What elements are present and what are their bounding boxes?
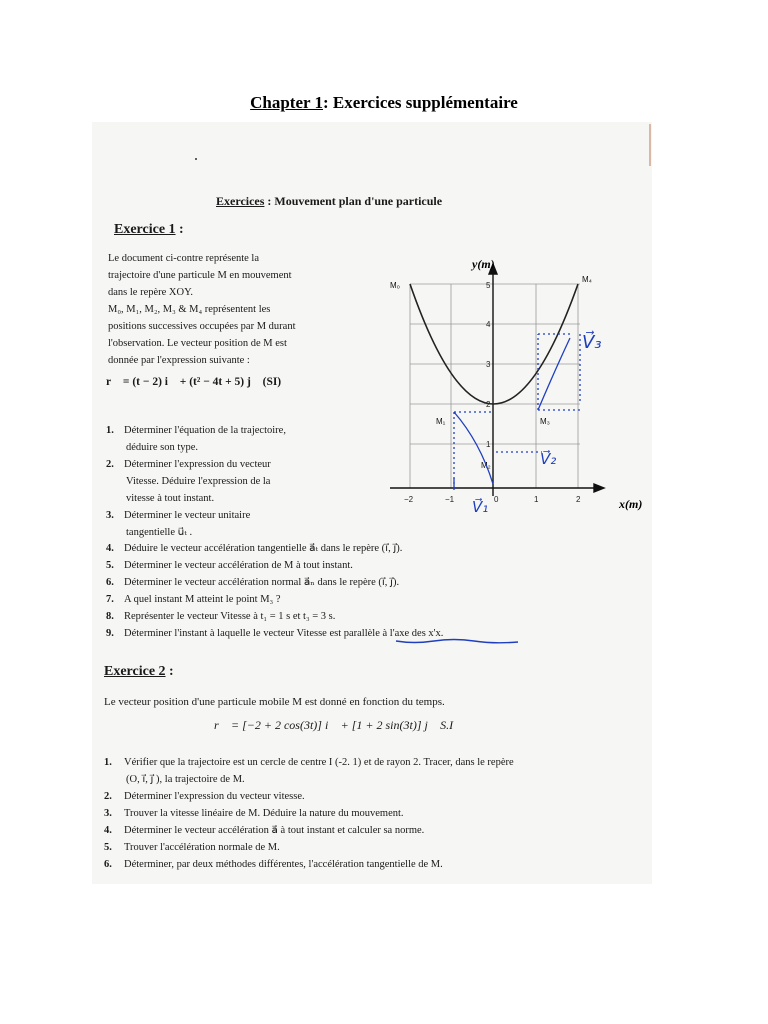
exercise-2-questions bbox=[104, 754, 514, 873]
sheet-title bbox=[216, 194, 442, 209]
sheet-title-rest: : Mouvement plan d'une particule bbox=[264, 194, 443, 208]
question-text: Déterminer le vecteur accélération normal a⃗ₙ dans le repère (i⃗, j⃗). bbox=[124, 577, 400, 588]
question-item bbox=[104, 754, 514, 771]
y-tick: 5 bbox=[486, 281, 491, 290]
position-vector-formula: r⃗ = (t − 2) i⃗ + (t² − 4t + 5) j⃗ (SI) bbox=[106, 376, 282, 388]
question-text: A quel instant M atteint le point M₃ ? bbox=[124, 594, 281, 605]
trajectory-graph bbox=[380, 250, 660, 530]
question-item bbox=[104, 805, 514, 822]
handwritten-underline bbox=[394, 636, 522, 646]
question-text: Trouver l'accélération normale de M. bbox=[124, 842, 280, 853]
exercise-1-colon: : bbox=[175, 222, 184, 237]
point-m3-label: M₃ bbox=[540, 417, 550, 426]
question-text: Déterminer l'expression du vecteur vitesse. bbox=[124, 791, 305, 802]
exercise-1-intro bbox=[108, 250, 348, 369]
question-number: 8. bbox=[106, 611, 114, 622]
exercise-2-heading bbox=[104, 664, 174, 680]
question-continuation: (O, i⃗, j⃗ ), la trajectoire de M. bbox=[126, 774, 245, 785]
question-text: Déterminer l'expression du vecteur bbox=[124, 459, 271, 470]
question-item bbox=[106, 557, 443, 574]
x-tick: −2 bbox=[404, 495, 414, 504]
question-number: 6. bbox=[104, 859, 112, 870]
question-number: 5. bbox=[106, 560, 114, 571]
y-tick: 3 bbox=[486, 360, 491, 369]
question-text: Déterminer le vecteur accélération de M à tout instant. bbox=[124, 560, 353, 571]
question-number: 5. bbox=[104, 842, 112, 853]
chapter-title: : Exercices supplémentaire bbox=[323, 93, 518, 112]
y-tick: 4 bbox=[486, 320, 491, 329]
exercise-2-colon: : bbox=[165, 664, 174, 679]
question-text: Déterminer le vecteur accélération a⃗ à tout instant et calculer sa norme. bbox=[124, 825, 425, 836]
intro-line: positions successives occupées par M durant bbox=[108, 321, 296, 332]
question-continuation: Vitesse. Déduire l'expression de la bbox=[126, 476, 271, 487]
question-text: Trouver la vitesse linéaire de M. Déduire la nature du mouvement. bbox=[124, 808, 404, 819]
intro-line: M₀, M₁, M₂, M₃ & M₄ représentent les bbox=[108, 304, 271, 315]
exercise-1-heading bbox=[114, 222, 184, 238]
x-tick: −1 bbox=[445, 495, 455, 504]
y-axis-label: y(m) bbox=[472, 257, 495, 271]
question-number: 3. bbox=[106, 510, 114, 521]
question-item bbox=[106, 608, 443, 625]
y-tick-labels bbox=[486, 281, 491, 449]
question-number: 4. bbox=[104, 825, 112, 836]
question-number: 9. bbox=[106, 628, 114, 639]
question-item bbox=[104, 788, 514, 805]
question-continuation: tangentielle u⃗ₜ . bbox=[126, 527, 193, 538]
y-tick: 1 bbox=[486, 440, 491, 449]
question-number: 3. bbox=[104, 808, 112, 819]
exercise-2-intro: Le vecteur position d'une particule mobile M est donné en fonction du temps. bbox=[104, 696, 445, 708]
question-text: Déterminer l'instant à laquelle le vecteur Vitesse est parallèle à l'axe des x'x. bbox=[124, 628, 444, 639]
question-text: Représenter le vecteur Vitesse à t₁ = 1 s et t₃ = 3 s. bbox=[124, 611, 336, 622]
x-tick: 0 bbox=[494, 495, 499, 504]
question-text: Déterminer, par deux méthodes différentes, l'accélération tangentielle de M. bbox=[124, 859, 443, 870]
question-item bbox=[106, 591, 443, 608]
point-m2-label: M₂ bbox=[481, 461, 491, 470]
question-item bbox=[106, 625, 443, 642]
question-continuation: déduire son type. bbox=[126, 442, 199, 453]
point-m4-label: M₄ bbox=[582, 275, 592, 284]
intro-line: trajectoire d'une particule M en mouvement bbox=[108, 270, 292, 281]
question-text: Déterminer le vecteur unitaire bbox=[124, 510, 251, 521]
question-text: Déduire le vecteur accélération tangentielle a⃗ₜ dans le repère (i⃗, j⃗). bbox=[124, 543, 403, 554]
velocity-v3-label: V⃗₃ bbox=[582, 332, 602, 353]
velocity-v1-label: V⃗₁ bbox=[472, 498, 489, 516]
question-continuation: vitesse à tout instant. bbox=[126, 493, 215, 504]
point-labels bbox=[390, 275, 592, 470]
question-item bbox=[104, 856, 514, 873]
scan-speck bbox=[195, 158, 197, 160]
y-tick: 2 bbox=[486, 400, 491, 409]
question-number: 2. bbox=[106, 459, 114, 470]
question-item bbox=[106, 574, 443, 591]
intro-line: dans le repère XOY. bbox=[108, 287, 193, 298]
question-number: 2. bbox=[104, 791, 112, 802]
exercise-2-label: Exercice 2 bbox=[104, 664, 166, 679]
point-m1-label: M₁ bbox=[436, 417, 446, 426]
question-number: 1. bbox=[106, 425, 114, 436]
trajectory-parabola bbox=[410, 284, 578, 404]
exercise-1-label: Exercice 1 bbox=[114, 222, 176, 237]
x-axis-label: x(m) bbox=[619, 497, 643, 511]
chapter-label: Chapter 1 bbox=[250, 93, 324, 112]
question-item bbox=[104, 839, 514, 856]
x-tick: 1 bbox=[534, 495, 539, 504]
question-item bbox=[106, 507, 286, 524]
question-item bbox=[106, 540, 443, 557]
question-item bbox=[106, 456, 286, 473]
exercise-2-formula: r⃗ = [−2 + 2 cos(3t)] i⃗ + [1 + 2 sin(3t)] j⃗ S.I bbox=[214, 718, 454, 732]
scan-edge-mark bbox=[649, 124, 651, 166]
velocity-v2-label: V⃗₂ bbox=[540, 450, 557, 468]
point-m0-label: M₀ bbox=[390, 281, 400, 290]
question-number: 6. bbox=[106, 577, 114, 588]
intro-line: donnée par l'expression suivante : bbox=[108, 355, 250, 366]
sheet-title-prefix: Exercices bbox=[216, 194, 265, 208]
question-text: Vérifier que la trajectoire est un cercle de centre I (-2. 1) et de rayon 2. Tracer, dans le repère bbox=[124, 757, 514, 768]
x-tick: 2 bbox=[576, 495, 581, 504]
x-tick-labels bbox=[404, 495, 581, 504]
question-item bbox=[106, 422, 286, 439]
exercise-1-questions-a bbox=[106, 422, 286, 541]
question-item bbox=[104, 822, 514, 839]
intro-line: Le document ci-contre représente la bbox=[108, 253, 260, 264]
page-heading bbox=[0, 93, 768, 113]
question-number: 4. bbox=[106, 543, 114, 554]
handwritten-annotations bbox=[454, 334, 580, 490]
question-text: Déterminer l'équation de la trajectoire, bbox=[124, 425, 286, 436]
exercise-1-questions-b bbox=[106, 540, 443, 642]
question-number: 1. bbox=[104, 757, 112, 768]
intro-line: l'observation. Le vecteur position de M est bbox=[108, 338, 287, 349]
question-number: 7. bbox=[106, 594, 114, 605]
